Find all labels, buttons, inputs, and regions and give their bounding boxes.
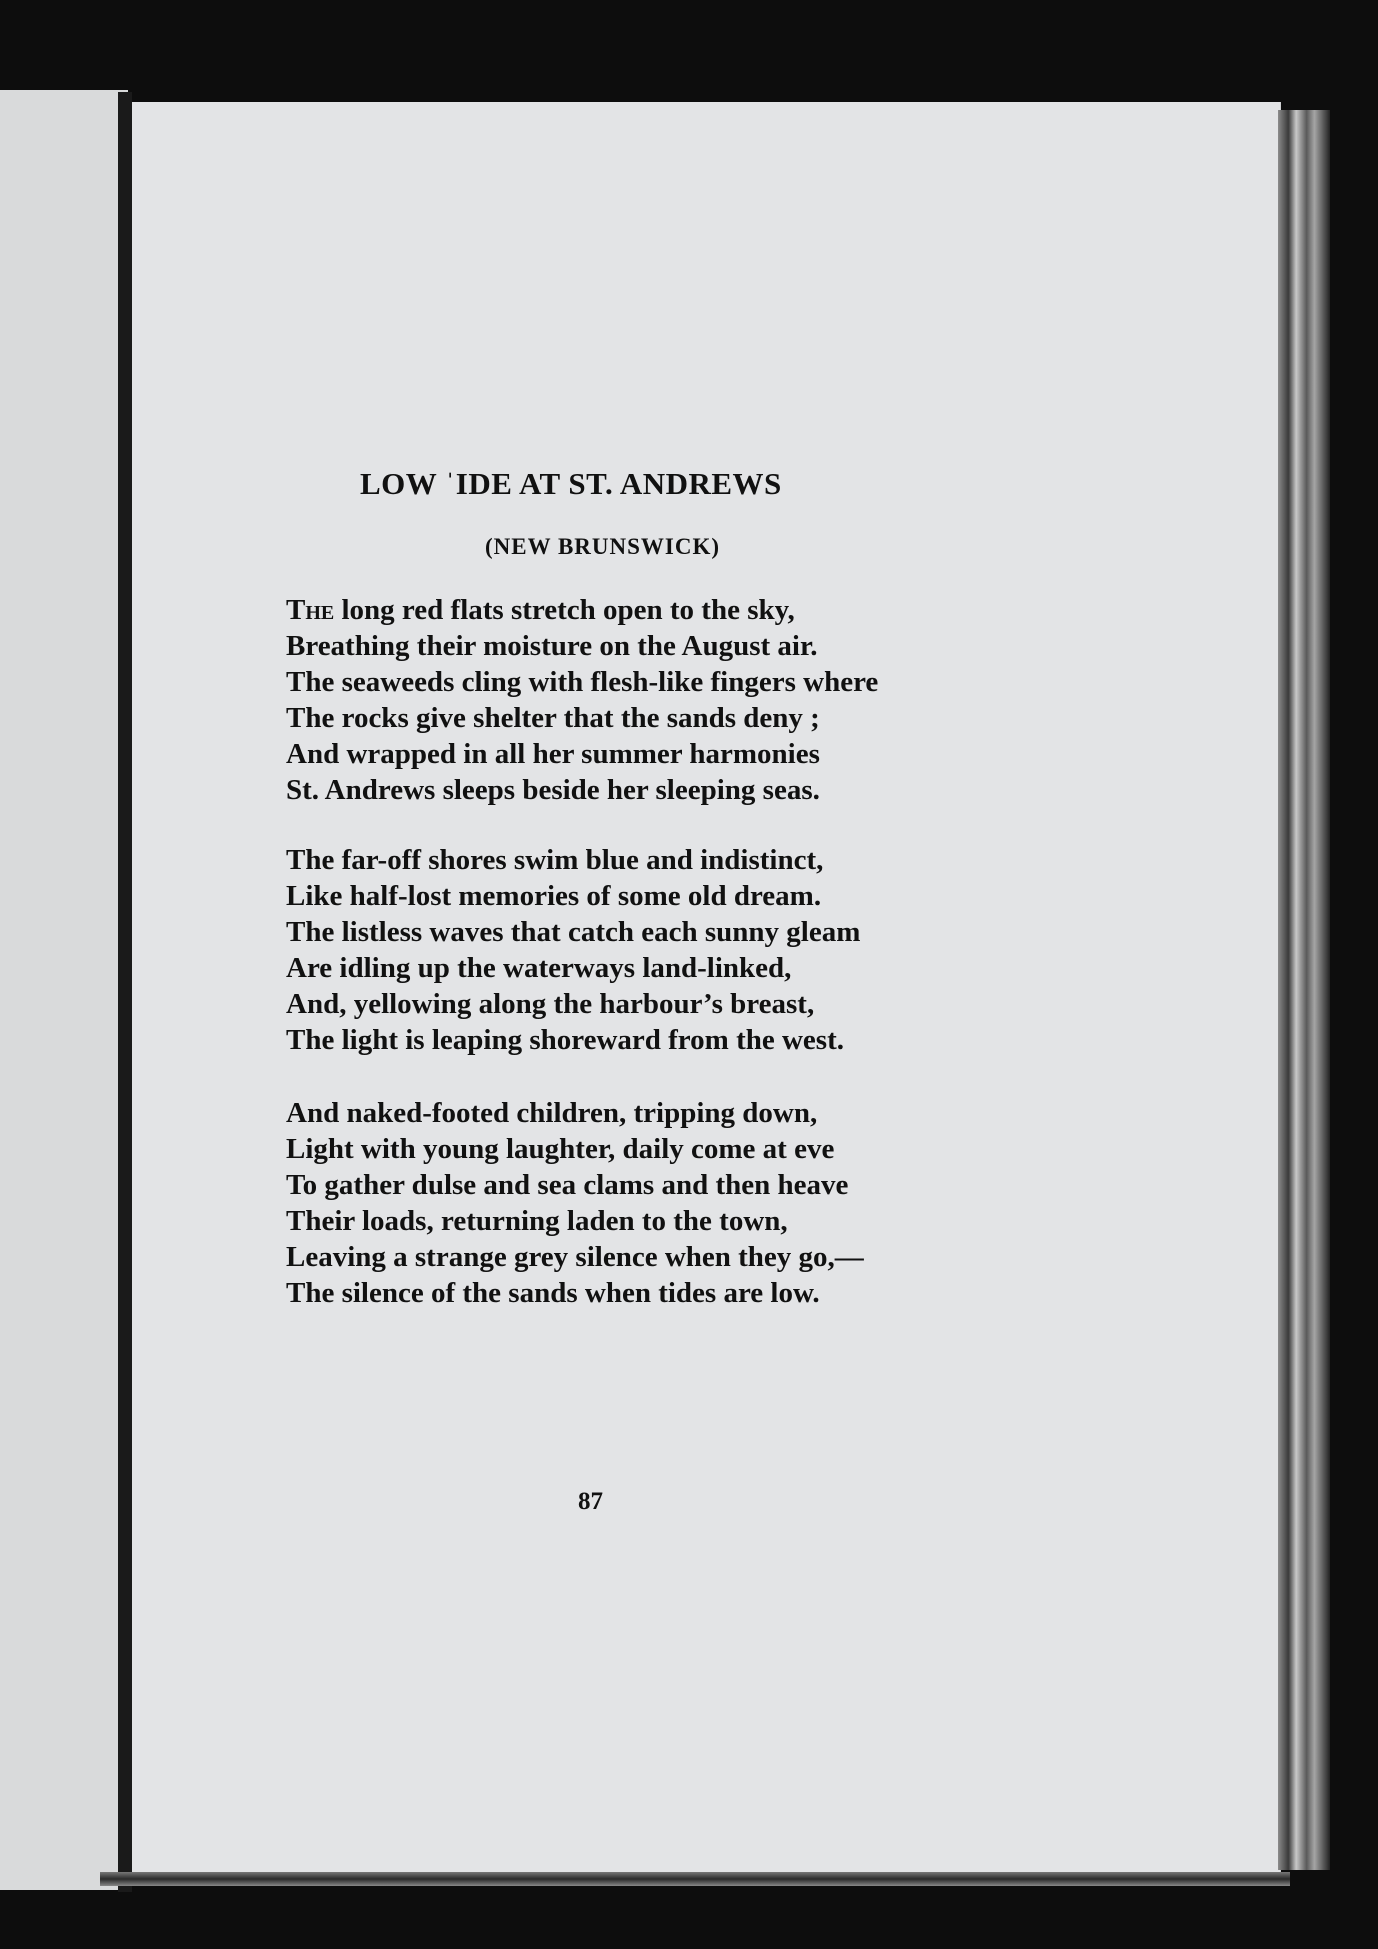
stanza-2 <box>286 842 986 1058</box>
poem-line: Leaving a strange grey silence when they go,— <box>286 1241 864 1273</box>
poem-line: The silence of the sands when tides are low. <box>286 1277 820 1309</box>
poem-title: LOW ˈIDE AT ST. ANDREWS <box>360 466 782 501</box>
poem-line: To gather dulse and sea clams and then heave <box>286 1169 849 1201</box>
poem-line: The far-off shores swim blue and indistinct, <box>286 844 824 876</box>
drop-word: The <box>286 594 335 626</box>
first-line-text: long red flats stretch open to the sky, <box>334 594 795 626</box>
stanza-3 <box>286 1095 986 1311</box>
poem-line: The rocks give shelter that the sands deny ; <box>286 702 820 734</box>
poem-line: Like half-lost memories of some old dream. <box>286 880 822 912</box>
poem-line: The seaweeds cling with flesh-like fingers where <box>286 666 879 698</box>
poem-subtitle: (NEW BRUNSWICK) <box>485 534 721 559</box>
poem-line: Are idling up the waterways land-linked, <box>286 952 792 984</box>
poem-line: Their loads, returning laden to the town, <box>286 1205 788 1237</box>
page-number: 87 <box>578 1488 603 1515</box>
poem-line: The listless waves that catch each sunny gleam <box>286 916 861 948</box>
poem-line <box>286 592 986 628</box>
stanza-1 <box>286 592 986 808</box>
poem-line: The light is leaping shoreward from the west. <box>286 1024 844 1056</box>
poem-line: And, yellowing along the harbour’s breast, <box>286 988 815 1020</box>
poem-line: And wrapped in all her summer harmonies <box>286 738 820 770</box>
poem-line: St. Andrews sleeps beside her sleeping seas. <box>286 774 820 806</box>
poem-line: And naked-footed children, tripping down, <box>286 1097 818 1129</box>
poem-line: Breathing their moisture on the August air. <box>286 630 818 662</box>
poem-line: Light with young laughter, daily come at eve <box>286 1133 835 1165</box>
